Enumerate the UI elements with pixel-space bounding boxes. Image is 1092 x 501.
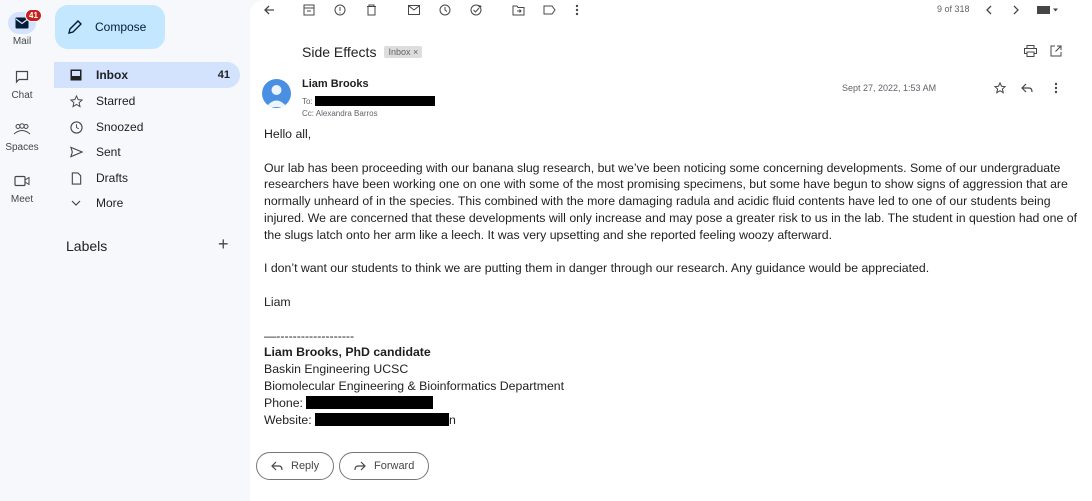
clock-icon (68, 119, 84, 135)
labels-heading: Labels (66, 238, 108, 254)
pager-text: 9 of 318 (937, 4, 970, 14)
forward-label: Forward (374, 460, 415, 472)
next-chevron-icon[interactable] (1008, 2, 1024, 18)
mail-icon (8, 12, 36, 34)
nav-item-inbox[interactable] (54, 62, 240, 88)
chevron-down-icon (68, 195, 84, 211)
rail-chat[interactable] (0, 66, 44, 101)
rail-mail-label: Mail (12, 36, 32, 47)
rail-meet-label: Meet (10, 194, 34, 205)
body-paragraph-2: I don’t want our students to think we are putting them in danger through our research. Any guidance would be appreciated. (264, 261, 930, 276)
mark-unread-icon[interactable] (406, 2, 422, 18)
add-task-icon[interactable] (468, 2, 484, 18)
delete-icon[interactable] (363, 2, 379, 18)
person-icon (262, 79, 291, 108)
compose-label: Compose (95, 20, 147, 34)
input-tools-icon[interactable] (1035, 2, 1061, 18)
print-icon[interactable] (1022, 43, 1038, 59)
recipient-line (302, 96, 435, 106)
sender-name: Liam Brooks (302, 78, 369, 90)
inbox-count: 41 (217, 69, 230, 81)
email-date: Sept 27, 2022, 1:53 AM (842, 83, 937, 93)
forward-button[interactable] (339, 452, 429, 480)
to-label: To: (302, 96, 313, 106)
message-toolbar (250, 0, 1092, 20)
message-view (250, 0, 1092, 501)
nav-panel (44, 0, 247, 501)
nav-item-snoozed[interactable] (54, 114, 240, 140)
signature-divider: —------------------- (264, 328, 355, 343)
reply-label: Reply (291, 460, 320, 472)
signature (264, 328, 1080, 429)
greeting: Hello all, (264, 127, 312, 141)
send-icon (68, 144, 84, 160)
cc-line: Cc: Alexandra Barros (302, 109, 378, 118)
subject-text: Side Effects (302, 44, 377, 60)
email-subject (302, 44, 422, 60)
nav-item-label: Sent (96, 145, 121, 159)
chat-icon (8, 66, 36, 88)
rail-spaces[interactable] (0, 118, 44, 153)
nav-item-more[interactable] (54, 190, 240, 216)
body-paragraph-1: Our lab has been proceeding with our banana slug research, but we’ve been noticing some concerning developments. Some of our undergraduate researchers have been working one on one with some of the most promising specimens, but some have begun to show signs of aggression that are normally unheard of in the species. This combined with the more damaging radula and acidic fluid contents have led to one of our students being injured. We are concerned that these developments will only increase and may pose a greater risk to us in the lab. The student in question had one of the slugs latch onto her arm like a leech. It was very upsetting and she reported feeling woozy afterward. (264, 160, 1077, 242)
more-vertical-icon[interactable] (569, 2, 585, 18)
archive-icon[interactable] (301, 2, 317, 18)
add-label-icon[interactable]: + (218, 234, 229, 254)
website-tail: n (449, 412, 456, 427)
nav-item-label: Inbox (96, 68, 128, 82)
redacted-phone (306, 396, 433, 409)
spaces-icon (8, 118, 36, 140)
inbox-icon (68, 67, 84, 83)
open-new-window-icon[interactable] (1048, 43, 1064, 59)
forward-icon (354, 461, 366, 471)
signature-org: Baskin Engineering UCSC (264, 362, 409, 377)
rail-meet[interactable] (0, 170, 44, 205)
nav-item-label: Starred (96, 94, 136, 108)
signature-dept: Biomolecular Engineering & Bioinformatics Department (264, 378, 565, 393)
avatar[interactable] (262, 79, 291, 108)
more-vertical-icon[interactable] (1048, 80, 1064, 96)
report-spam-icon[interactable] (332, 2, 348, 18)
nav-item-starred[interactable] (54, 88, 240, 114)
nav-item-sent[interactable] (54, 139, 240, 165)
video-camera-icon (8, 170, 36, 192)
nav-item-label: Drafts (96, 171, 129, 185)
inbox-tag[interactable]: Inbox × (384, 46, 422, 58)
snooze-icon[interactable] (437, 2, 453, 18)
app-rail (0, 0, 44, 501)
draft-icon (68, 170, 84, 186)
rail-chat-label: Chat (11, 90, 33, 101)
redacted-recipient (315, 96, 435, 106)
email-body (264, 126, 1080, 428)
signature-phone (264, 395, 1080, 412)
redacted-website (315, 413, 449, 426)
mail-badge: 41 (25, 9, 42, 22)
reply-button[interactable] (256, 452, 334, 480)
compose-button[interactable] (55, 5, 165, 49)
signoff: Liam (264, 294, 291, 309)
signature-website (264, 412, 1080, 429)
previous-chevron-icon[interactable] (980, 2, 996, 18)
pencil-icon (67, 19, 83, 35)
rail-mail[interactable] (0, 12, 44, 47)
reply-icon[interactable] (1019, 80, 1035, 96)
nav-item-label: Snoozed (96, 120, 144, 134)
nav-item-label: More (96, 196, 124, 210)
nav-item-drafts[interactable] (54, 165, 240, 191)
star-icon[interactable] (992, 80, 1008, 96)
star-icon (68, 93, 84, 109)
rail-spaces-label: Spaces (5, 142, 39, 153)
phone-label: Phone: (264, 395, 303, 410)
signature-name: Liam Brooks, PhD candidate (264, 345, 431, 360)
website-label: Website: (264, 412, 312, 427)
back-arrow-icon[interactable] (261, 2, 277, 18)
inbox-tag-label: Inbox (388, 47, 411, 57)
move-to-icon[interactable] (510, 2, 526, 18)
reply-icon (271, 461, 283, 471)
label-icon[interactable] (541, 2, 557, 18)
